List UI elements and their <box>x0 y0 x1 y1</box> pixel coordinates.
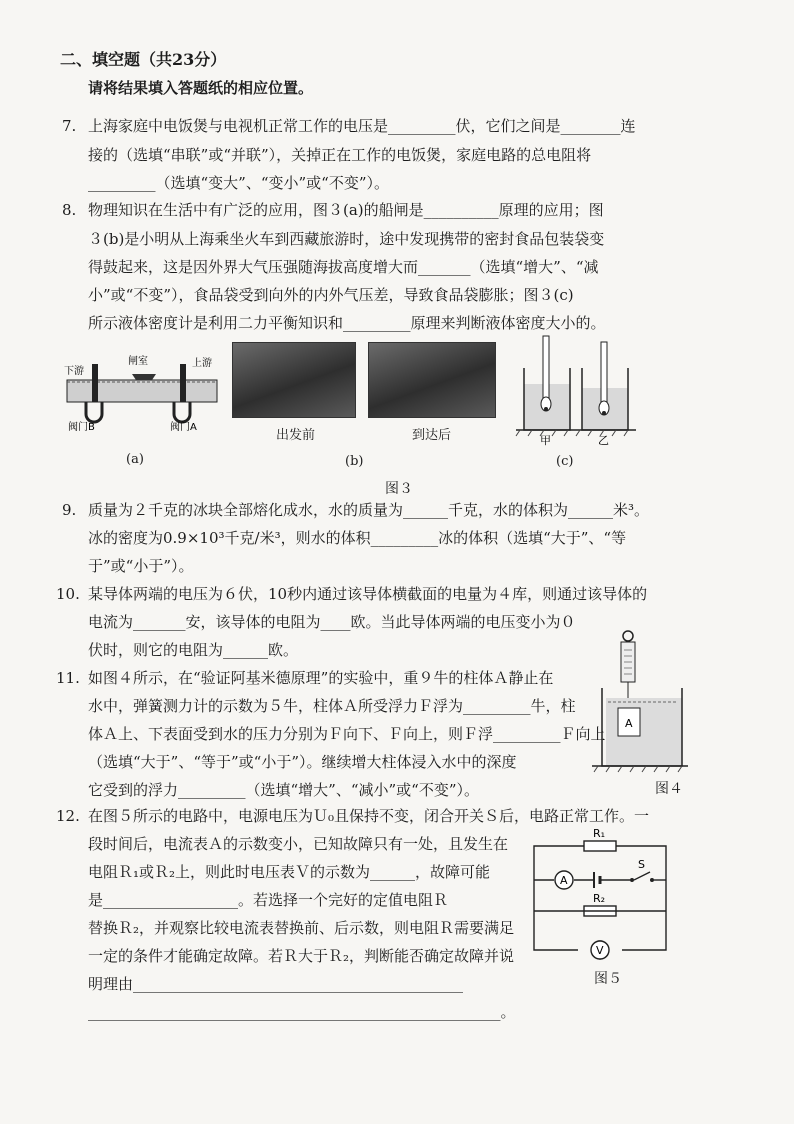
q10-line1: 某导体两端的电压为６伏，10秒内通过该导体横截面的电量为４库，则通过该导体的 <box>88 585 648 603</box>
circuit-diagram <box>526 826 686 966</box>
q11-line1: 如图４所示，在“验证阿基米德原理”的实验中，重９牛的柱体Ａ静止在 <box>88 669 554 687</box>
label-valve-a: 阀门A <box>170 422 197 432</box>
q9-line3: 于”或“小于”）。 <box>88 557 194 575</box>
q9-line1: 质量为２千克的冰块全部熔化成水，水的质量为______千克，水的体积为______米³。 <box>88 501 650 519</box>
q10-line3: 伏时，则它的电阻为______欧。 <box>88 641 299 659</box>
q8-line3: 得鼓起来，这是因外界大气压强随海拔高度增大而_______（选填“增大”、“减 <box>88 258 599 276</box>
caption-before: 出发前 <box>276 428 316 443</box>
photo-after-arrival <box>368 342 496 418</box>
caption-after: 到达后 <box>412 428 452 443</box>
q12-line4: 是__________________。若选择一个完好的定值电阻Ｒ <box>88 891 449 909</box>
q8-line5: 所示液体密度计是利用二力平衡知识和_________原理来判断液体密度大小的。 <box>88 314 606 332</box>
label-upstream: 上游 <box>192 358 212 369</box>
question-number: 7. <box>62 117 77 135</box>
q12-line7: 明理由____________________________________________ <box>88 975 464 993</box>
archimedes-experiment-diagram <box>592 628 688 776</box>
label-ammeter: A <box>560 874 568 887</box>
section-title: 二、填空题（共23分） <box>60 50 227 69</box>
q12-line8: _______________________________________________________。 <box>88 1003 516 1021</box>
label-downstream: 下游 <box>64 366 84 377</box>
q8-line1: 物理知识在生活中有广泛的应用，图３(a)的船闸是__________原理的应用；图 <box>88 201 604 219</box>
q11-line4: （选填“大于”、“等于”或“小于”）。继续增大柱体浸入水中的深度 <box>88 753 517 771</box>
fig3b-caption: (b) <box>345 454 364 469</box>
section-instruction: 请将结果填入答题纸的相应位置。 <box>88 79 314 97</box>
q7-line1: 上海家庭中电饭煲与电视机正常工作的电压是_________伏，它们之间是________连 <box>88 117 636 135</box>
label-chamber: 闸室 <box>128 356 148 367</box>
photo-before-departure <box>232 342 356 418</box>
fig3a-caption: (a) <box>126 452 144 467</box>
q8-line4: 小”或“不变”），食品袋受到向外的内外气压差，导致食品袋膨胀；图３(c) <box>88 286 574 304</box>
label-r1: R₁ <box>593 827 606 840</box>
q7-line3: _________（选填“变大”、“变小”或“不变”）。 <box>88 174 390 192</box>
fig4-caption: 图４ <box>655 781 683 797</box>
label-jia: 甲 <box>540 434 551 446</box>
q12-line2: 段时间后，电流表Ａ的示数变小，已知故障只有一处，且发生在 <box>88 835 509 853</box>
label-switch: S <box>638 858 645 871</box>
question-number: 10. <box>56 585 80 603</box>
label-valve-b: 阀门B <box>68 422 95 432</box>
label-voltmeter: V <box>596 944 604 957</box>
ship-lock-diagram <box>62 352 222 432</box>
question-number: 11. <box>56 669 80 687</box>
q8-line2: ３(b)是小明从上海乘坐火车到西藏旅游时，途中发现携带的密封食品包装袋变 <box>88 230 605 248</box>
q11-line3: 体Ａ上、下表面受到水的压力分别为Ｆ向下、Ｆ向上，则Ｆ浮_________Ｆ向上 <box>88 725 606 743</box>
label-yi: 乙 <box>598 434 609 446</box>
q11-line2: 水中，弹簧测力计的示数为５牛，柱体Ａ所受浮力Ｆ浮为_________牛，柱 <box>88 697 576 715</box>
q11-line5: 它受到的浮力_________（选填“增大”、“减小”或“不变”）。 <box>88 781 480 799</box>
q9-line2: 冰的密度为0.9×10³千克/米³，则水的体积_________冰的体积（选填“大于”、“等 <box>88 529 627 547</box>
block-a-label: A <box>625 717 633 730</box>
hydrometer-diagram <box>512 334 642 446</box>
label-r2: R₂ <box>593 892 606 905</box>
q10-line2: 电流为_______安，该导体的电阻为____欧。当此导体两端的电压变小为０ <box>88 613 576 631</box>
q7-line2: 接的（选填“串联”或“并联”），关掉正在工作的电饭煲，家庭电路的总电阻将 <box>88 146 592 164</box>
question-number: 8. <box>62 201 77 219</box>
fig5-caption: 图５ <box>594 971 622 987</box>
q12-line5: 替换Ｒ₂，并观察比较电流表替换前、后示数，则电阻Ｒ需要满足 <box>88 919 515 937</box>
fig3c-caption: (c) <box>556 454 574 469</box>
q12-line1: 在图５所示的电路中，电源电压为Ｕ₀且保持不变，闭合开关Ｓ后，电路正常工作。一 <box>88 807 650 825</box>
q12-line6: 一定的条件才能确定故障。若Ｒ大于Ｒ₂，判断能否确定故障并说 <box>88 947 515 965</box>
question-number: 12. <box>56 807 80 825</box>
question-number: 9. <box>62 501 77 519</box>
q12-line3: 电阻Ｒ₁或Ｒ₂上，则此时电压表Ｖ的示数为______，故障可能 <box>88 863 491 881</box>
fig3-caption: 图３ <box>385 481 413 497</box>
